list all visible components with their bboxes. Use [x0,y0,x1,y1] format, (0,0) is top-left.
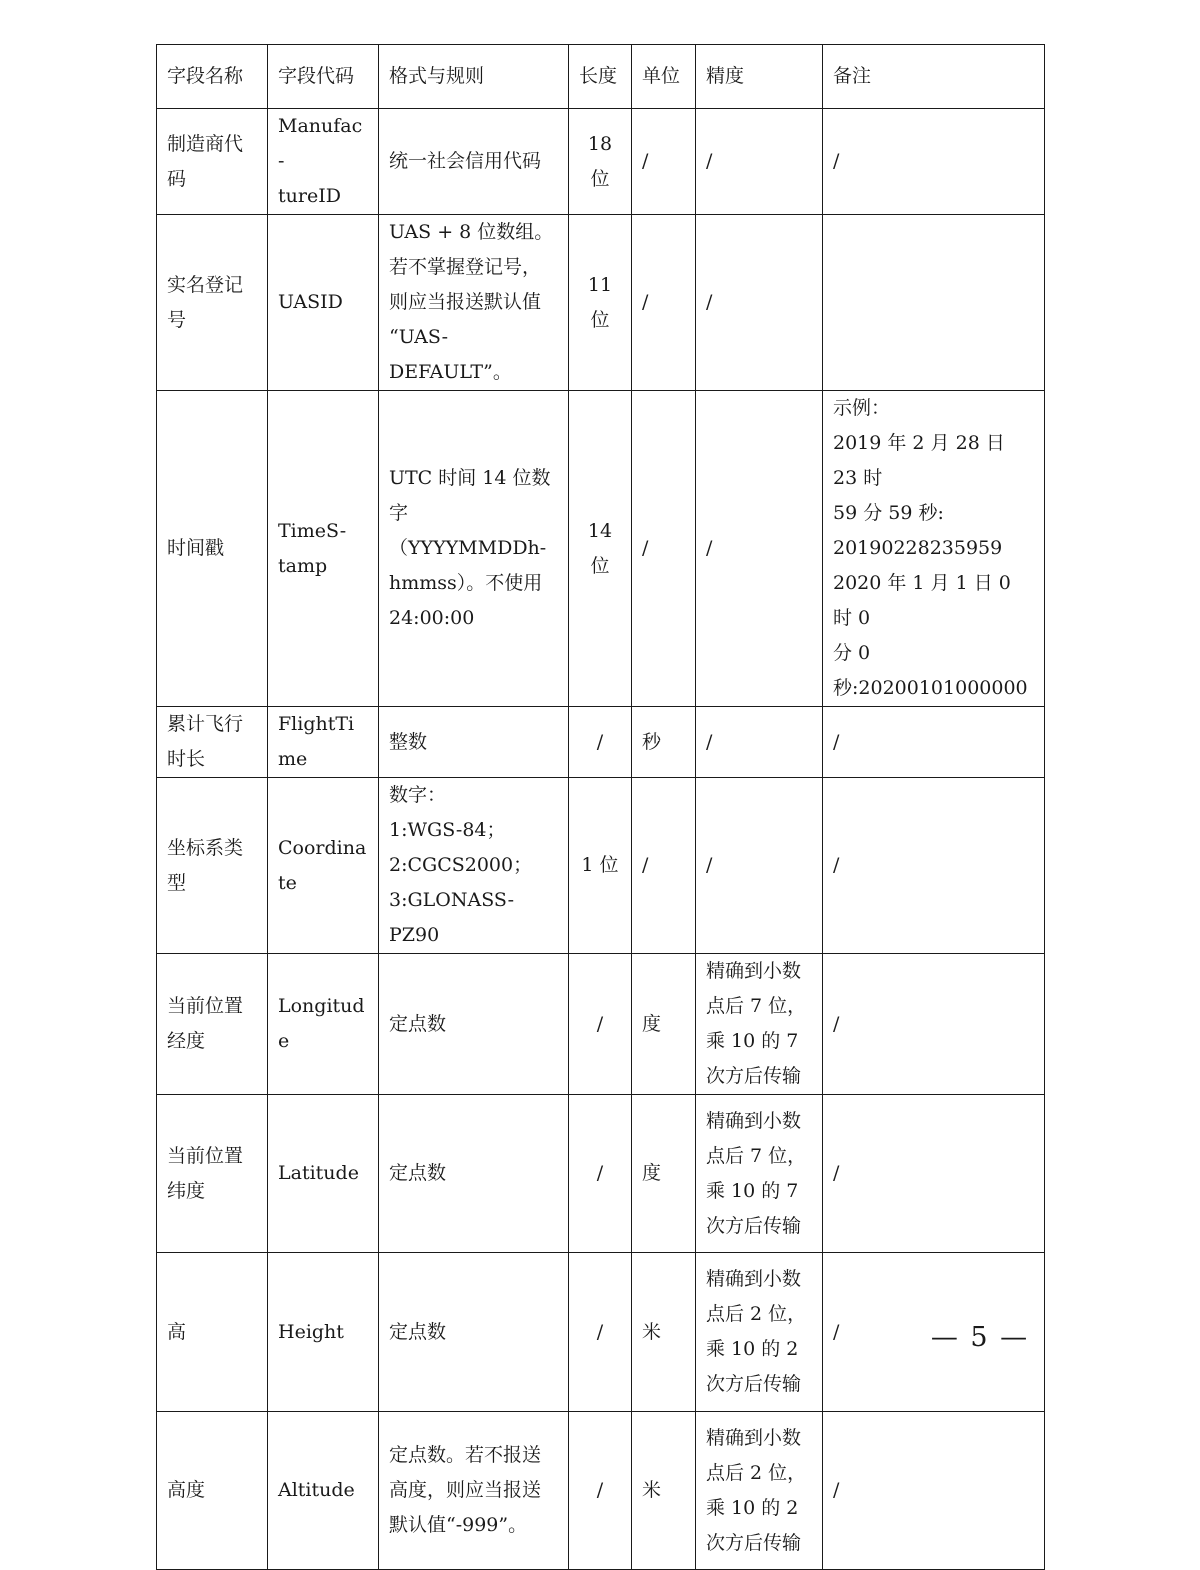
cell-text: 实名登记 号 [167,273,244,331]
cell-text: 定点数 [389,1320,447,1343]
cell-format [379,778,569,954]
cell-unit: 米 [632,1253,696,1412]
cell-unit: / [632,778,696,954]
cell-name [157,1095,268,1253]
table-row [157,109,1045,215]
cell-precision [696,954,823,1095]
header-field-code: 字段代码 [268,45,379,109]
cell-format [379,707,569,778]
cell-precision: / [696,215,823,391]
cell-length: 1 位 [569,778,632,954]
table-row [157,778,1045,954]
cell-precision [696,1095,823,1253]
cell-remark: / [823,1095,1045,1253]
cell-text: 时间戳 [167,537,225,559]
cell-unit: / [632,215,696,391]
cell-unit: 度 [632,1095,696,1253]
cell-text: UASID [278,291,343,313]
cell-code [268,391,379,707]
cell-text: 制造商代 码 [167,132,244,190]
cell-remark [823,391,1045,707]
cell-remark: / [823,954,1045,1095]
cell-length: / [569,1253,632,1412]
cell-name [157,707,268,778]
cell-code [268,954,379,1095]
table-row [157,1412,1045,1570]
cell-unit: 秒 [632,707,696,778]
cell-name [157,1253,268,1412]
cell-text: 精确到小数 点后 2 位， 乘 10 的 2 次方后传输 [706,1426,807,1554]
cell-format [379,215,569,391]
table-row [157,954,1045,1095]
cell-precision: / [696,109,823,215]
page-number: — 5 — [930,1322,1030,1353]
cell-length: / [569,1095,632,1253]
cell-precision: / [696,778,823,954]
cell-text: Latitude [278,1162,359,1184]
cell-name [157,109,268,215]
cell-name [157,954,268,1095]
cell-length: 18 位 [569,109,632,215]
header-unit: 单位 [632,45,696,109]
cell-precision [696,1253,823,1412]
cell-text: 定点数 [389,1012,447,1035]
header-field-name: 字段名称 [157,45,268,109]
cell-text: 示例： 2019 年 2 月 28 日 23 时 59 分 59 秒: 20190228235959 2020 年 1 月 1 日 0 时 0 分 0 秒:20200101000000 [833,397,1028,699]
cell-code [268,109,379,215]
cell-precision: / [696,391,823,707]
cell-text: 高 [167,1320,187,1343]
cell-name [157,1412,268,1570]
cell-unit: / [632,109,696,215]
cell-text: 高度 [167,1479,206,1501]
cell-code [268,778,379,954]
cell-format [379,391,569,707]
cell-remark: / [823,1253,1045,1412]
cell-text: 定点数 [389,1162,447,1184]
header-length: 长度 [569,45,632,109]
field-spec-table [156,44,1045,1570]
table-row [157,707,1045,778]
cell-remark: / [823,778,1045,954]
header-precision: 精度 [696,45,823,109]
cell-text: 整数 [389,730,428,753]
cell-length: 11 位 [569,215,632,391]
cell-format [379,954,569,1095]
cell-text: UTC 时间 14 位数 字（YYYYMMDDh- hmmss）。不使用 24:00:00 [389,467,551,629]
cell-name [157,778,268,954]
cell-text: 统一社会信用代码 [389,150,542,172]
cell-text: Altitude [278,1479,355,1501]
cell-name [157,215,268,391]
table-row [157,215,1045,391]
cell-length: / [569,954,632,1095]
cell-text: TimeS- tamp [278,519,347,577]
cell-code [268,1253,379,1412]
cell-precision [696,1412,823,1570]
cell-unit: 度 [632,954,696,1095]
cell-text: UAS + 8 位数组。 若不掌握登记号， 则应当报送默认值 “UAS-DEFAULT”。 [389,221,554,383]
cell-text: 数字： 1:WGS-84； 2:CGCS2000； 3:GLONASS-PZ90 [389,784,533,946]
cell-format [379,1412,569,1570]
cell-code [268,215,379,391]
cell-length: / [569,707,632,778]
cell-text: Height [278,1320,344,1343]
cell-unit: 米 [632,1412,696,1570]
table-header-row [157,45,1045,109]
cell-text: 当前位置 纬度 [167,1144,244,1202]
cell-format [379,109,569,215]
cell-code [268,1095,379,1253]
table-row [157,391,1045,707]
cell-text: 当前位置 经度 [167,995,244,1052]
cell-text: 精确到小数 点后 2 位， 乘 10 的 2 次方后传输 [706,1268,807,1395]
cell-text: Coordinate [278,836,367,894]
cell-text: Manufac- tureID [278,115,363,207]
header-format-rule: 格式与规则 [379,45,569,109]
cell-length: 14 位 [569,391,632,707]
cell-code [268,707,379,778]
header-remark: 备注 [823,45,1045,109]
cell-text: 累计飞行 时长 [167,713,244,770]
cell-text: 精确到小数 点后 7 位， 乘 10 的 7 次方后传输 [706,1109,807,1237]
cell-code [268,1412,379,1570]
cell-remark: / [823,707,1045,778]
table-row [157,1095,1045,1253]
cell-text: 定点数。若不报送 高度，则应当报送 默认值“-999”。 [389,1444,542,1536]
cell-length: / [569,1412,632,1570]
cell-remark [823,215,1045,391]
cell-format [379,1095,569,1253]
cell-name [157,391,268,707]
cell-remark: / [823,109,1045,215]
cell-text: Longitude [278,995,365,1052]
cell-unit: / [632,391,696,707]
cell-text: 精确到小数 点后 7 位， 乘 10 的 7 次方后传输 [706,960,807,1087]
cell-precision: / [696,707,823,778]
cell-text: FlightTime [278,713,355,770]
cell-remark: / [823,1412,1045,1570]
table-row [157,1253,1045,1412]
cell-format [379,1253,569,1412]
cell-text: 坐标系类 型 [167,836,244,894]
